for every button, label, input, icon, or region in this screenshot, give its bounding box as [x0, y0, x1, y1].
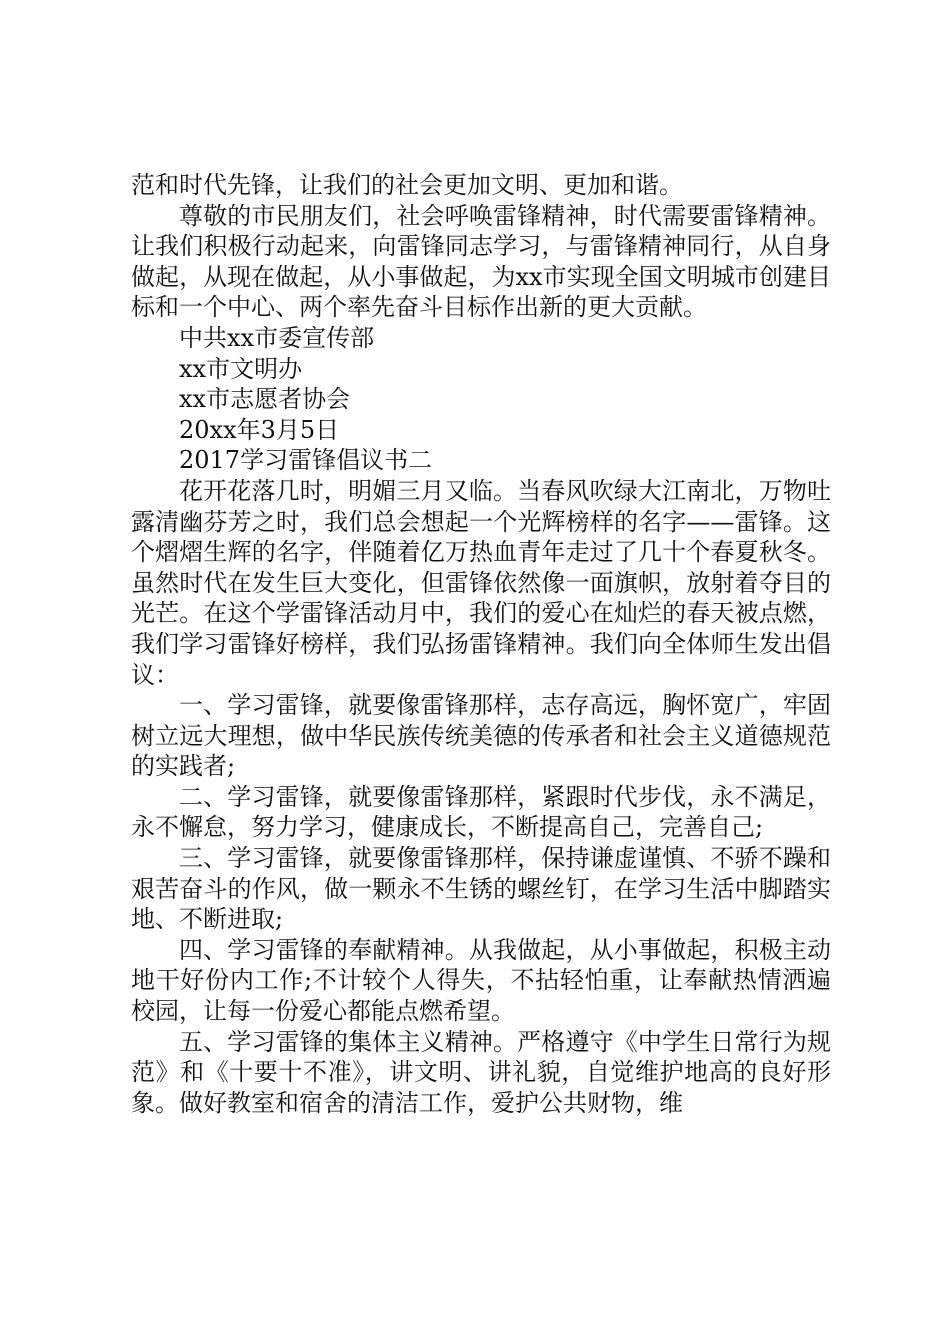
body-paragraph-3: 三、学习雷锋，就要像雷锋那样，保持谦虚谨慎、不骄不躁和艰苦奋斗的作风，做一颗永不生锈的螺丝钉，在学习生活中脚踏实地、不断进取; — [131, 844, 831, 934]
section-title: 2017学习雷锋倡议书二 — [179, 446, 433, 475]
body-paragraph-5: 五、学习雷锋的集体主义精神。严格遵守《中学生日常行为规范》和《十要十不准》，讲文明、讲礼貌，自觉维护地高的良好形象。做好教室和宿舍的清洁工作，爱护公共财物，维 — [131, 1027, 831, 1117]
signature-org-1: 中共xx市委宣传部 — [179, 323, 375, 352]
document-page — [131, 170, 831, 1118]
paragraph-continuation: 范和时代先锋，让我们的社会更加文明、更加和谐。 — [131, 171, 683, 199]
body-paragraph-4: 四、学习雷锋的奉献精神。从我做起，从小事做起，积极主动地干好份内工作;不计较个人得失，不拈轻怕重，让奉献热情洒遍校园，让每一份爱心都能点燃希望。 — [131, 935, 831, 1026]
signature-org-3: xx市志愿者协会 — [179, 385, 351, 414]
signature-date: 20xx年3月5日 — [179, 415, 340, 444]
signature-org-2: xx市文明办 — [179, 354, 303, 383]
body-paragraph-2: 二、学习雷锋，就要像雷锋那样，紧跟时代步伐，永不满足，永不懈怠，努力学习，健康成长，不断提高自己，完善自己; — [131, 782, 831, 842]
body-paragraph-1: 一、学习雷锋，就要像雷锋那样，志存高远，胸怀宽广，牢固树立远大理想，做中华民族传统美德的传承者和社会主义道德规范的实践者; — [131, 691, 831, 781]
body-paragraph-intro: 花开花落几时，明媚三月又临。当春风吹绿大江南北，万物吐露清幽芬芳之时，我们总会想起一个光辉榜样的名字——雷锋。这个熠熠生辉的名字，伴随着亿万热血青年走过了几十个春夏秋冬。虽然时代在发生巨大变化，但雷锋依然像一面旗帜，放射着夺目的光芒。在这个学雷锋活动月中，我们的爱心在灿烂的春天被点燃，我们学习雷锋好榜样，我们弘扬雷锋精神。我们向全体师生发出倡议： — [131, 476, 831, 689]
paragraph-appeal: 尊敬的市民朋友们，社会呼唤雷锋精神，时代需要雷锋精神。让我们积极行动起来，向雷锋同志学习，与雷锋精神同行，从自身做起，从现在做起，从小事做起，为xx市实现全国文明城市创建目标和一个中心、两个率先奋斗目标作出新的更大贡献。 — [131, 201, 831, 322]
